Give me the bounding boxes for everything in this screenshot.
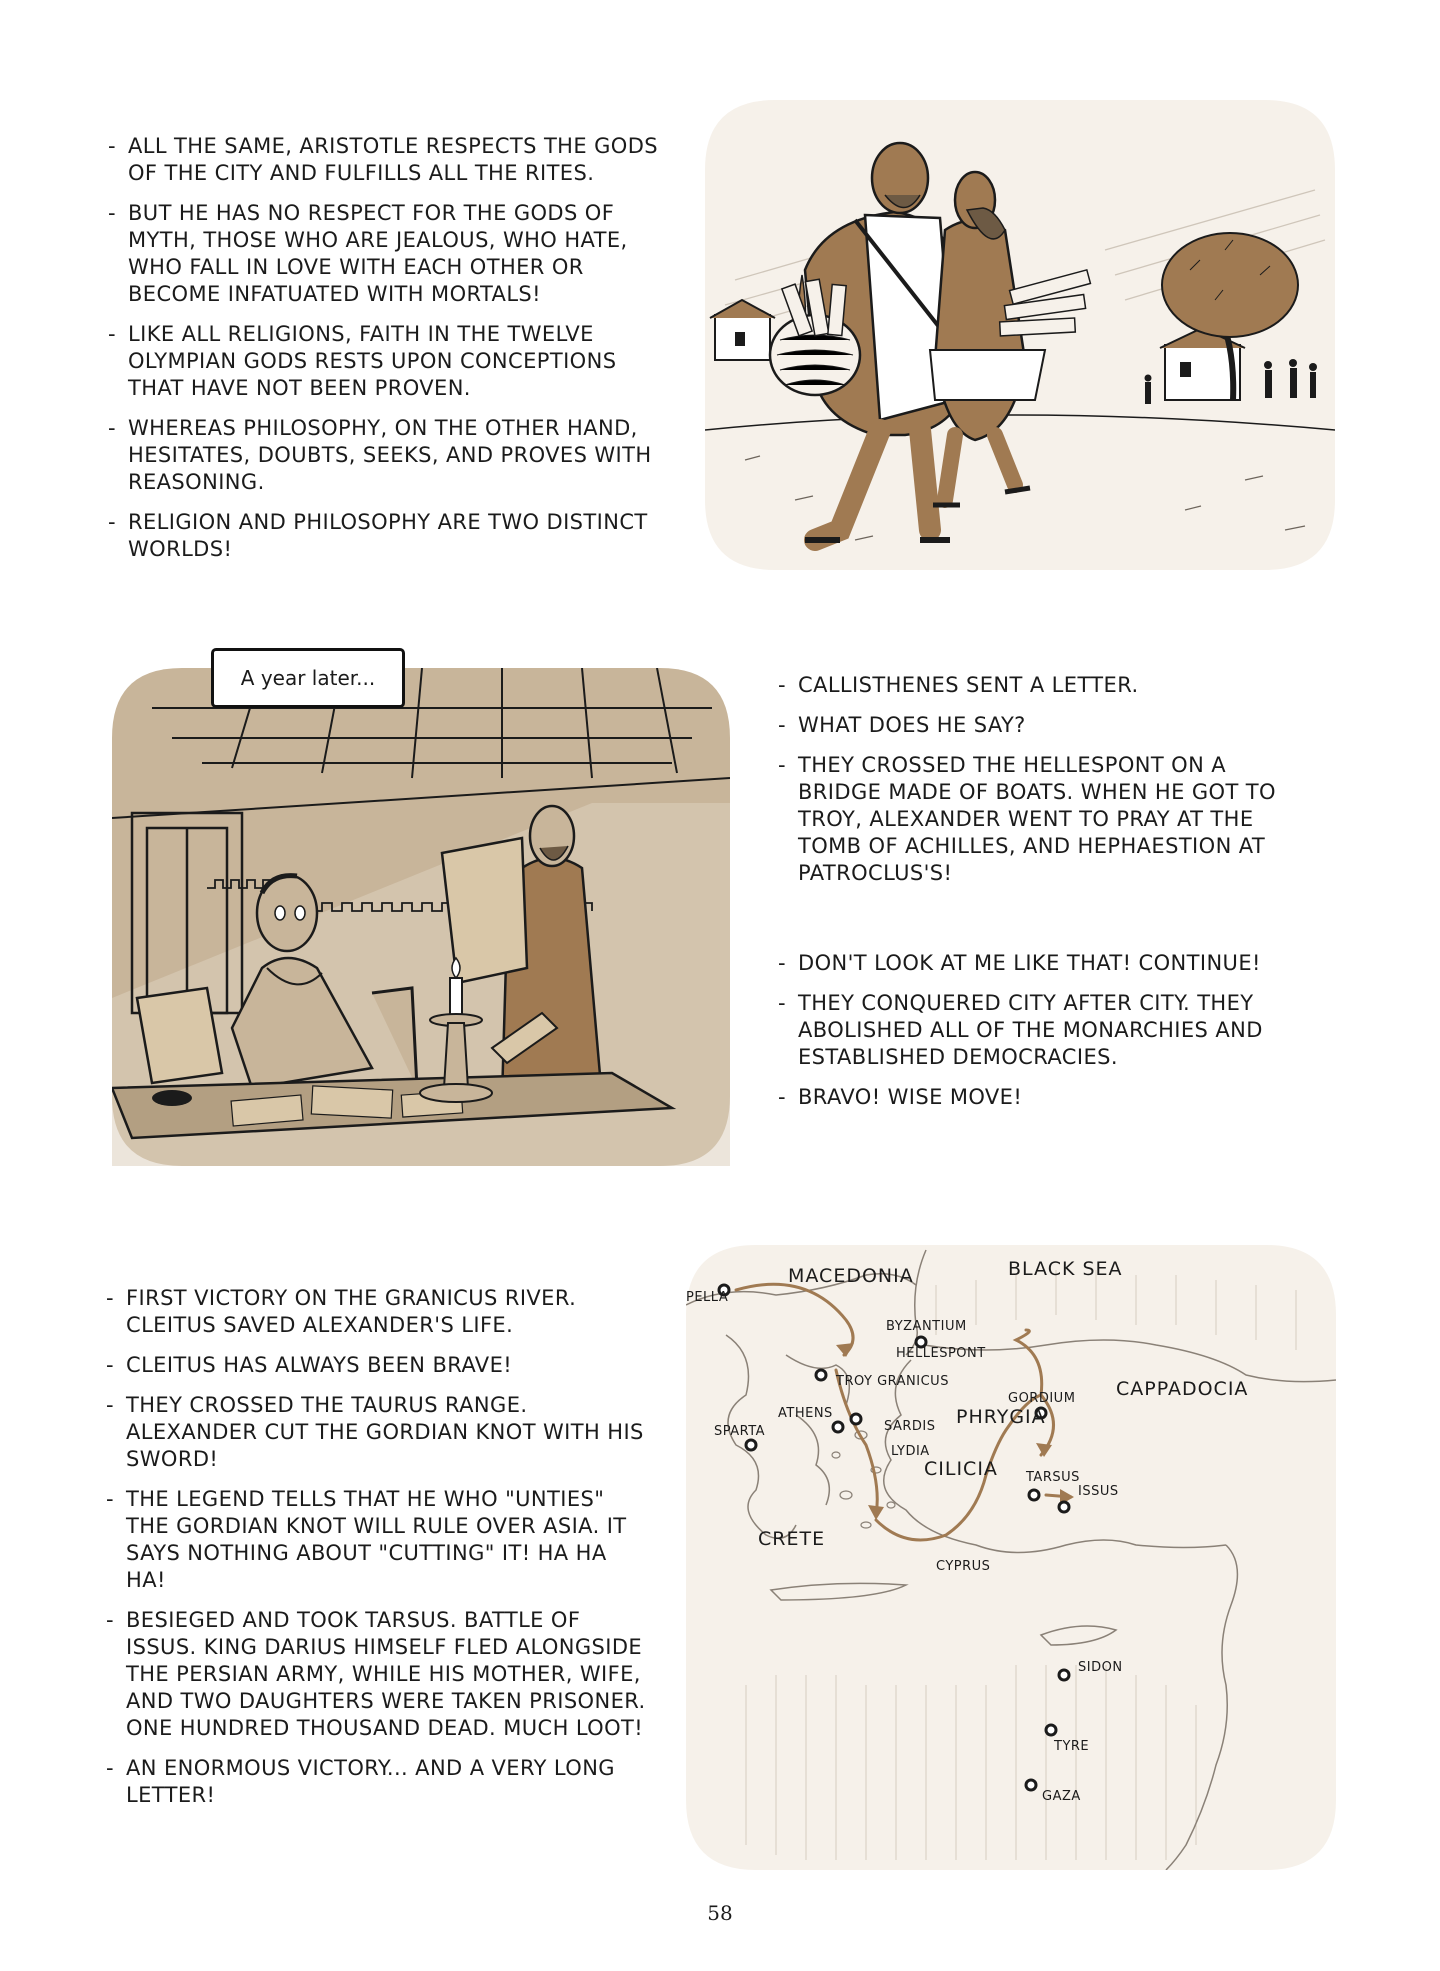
- map-label-phrygia: PHRYGIA: [956, 1406, 1046, 1428]
- map-label-tarsus: TARSUS: [1026, 1470, 1080, 1485]
- dialogue-line: - CALLISTHENES SENT A LETTER.: [778, 672, 1308, 699]
- dialogue-line: - WHEREAS PHILOSOPHY, ON THE OTHER HAND, HESITATES, DOUBTS, SEEKS, AND PROVES WITH REASONING.: [108, 415, 663, 496]
- dialogue-line: - RELIGION AND PHILOSOPHY ARE TWO DISTINCT WORLDS!: [108, 509, 663, 563]
- map-label-sparta: SPARTA: [714, 1424, 766, 1439]
- map-label-sardis: SARDIS: [884, 1419, 936, 1434]
- dialogue-line: - BESIEGED AND TOOK TARSUS. BATTLE OF ISSUS. KING DARIUS HIMSELF FLED ALONGSIDE THE PERSIAN ARMY, WHILE HIS MOTHER, WIFE, AND TWO DAUGHTERS WERE TAKEN PRISONER. ONE HUNDRED THOUSAND DEAD. MUCH LOOT!: [106, 1607, 646, 1742]
- map-label-cyprus: CYPRUS: [936, 1559, 991, 1574]
- map-label-black-sea: BLACK SEA: [1008, 1258, 1123, 1280]
- map-label-issus: ISSUS: [1078, 1484, 1119, 1499]
- dialogue-line: - THEY CONQUERED CITY AFTER CITY. THEY ABOLISHED ALL OF THE MONARCHIES AND ESTABLISHED DEMOCRACIES.: [778, 990, 1308, 1071]
- map-label-byzantium: BYZANTIUM: [886, 1319, 967, 1334]
- dialogue-line: - WHAT DOES HE SAY?: [778, 712, 1308, 739]
- map-label-lydia: LYDIA: [891, 1444, 930, 1459]
- dialogue-line: - CLEITUS HAS ALWAYS BEEN BRAVE!: [106, 1352, 646, 1379]
- dialogue-line: - THEY CROSSED THE HELLESPONT ON A BRIDGE MADE OF BOATS. WHEN HE GOT TO TROY, ALEXANDER WENT TO PRAY AT THE TOMB OF ACHILLES, AND HEPHAESTION AT PATROCLUS'S!: [778, 752, 1308, 887]
- dialogue-line: - THE LEGEND TELLS THAT HE WHO "UNTIES" THE GORDIAN KNOT WILL RULE OVER ASIA. IT SAYS NOTHING ABOUT "CUTTING" IT! HA HA HA!: [106, 1486, 646, 1594]
- map-label-hellespont: HELLESPONT: [896, 1346, 986, 1361]
- campaign-map-svg: [686, 1245, 1336, 1870]
- map-label-gaza: GAZA: [1042, 1789, 1081, 1804]
- panel2-dialogue-bottom: [778, 950, 1308, 1124]
- dialogue-line: - FIRST VICTORY ON THE GRANICUS RIVER. CLEITUS SAVED ALEXANDER'S LIFE.: [106, 1285, 646, 1339]
- map-label-tyre: TYRE: [1054, 1739, 1090, 1754]
- dialogue-line: - DON'T LOOK AT ME LIKE THAT! CONTINUE!: [778, 950, 1308, 977]
- panel2-illustration: [112, 668, 730, 1166]
- map-label-sidon: SIDON: [1078, 1660, 1123, 1675]
- map-label-troy-granicus: TROY GRANICUS: [836, 1374, 949, 1389]
- dialogue-line: - LIKE ALL RELIGIONS, FAITH IN THE TWELVE OLYMPIAN GODS RESTS UPON CONCEPTIONS THAT HAVE NOT BEEN PROVEN.: [108, 321, 663, 402]
- panel3-dialogue: [106, 1285, 646, 1822]
- walking-philosophers-drawing: [705, 100, 1335, 570]
- dialogue-line: - THEY CROSSED THE TAURUS RANGE. ALEXANDER CUT THE GORDIAN KNOT WITH HIS SWORD!: [106, 1392, 646, 1473]
- map-label-pella: PELLA: [686, 1290, 729, 1305]
- dialogue-line: - ALL THE SAME, ARISTOTLE RESPECTS THE GODS OF THE CITY AND FULFILLS ALL THE RITES.: [108, 133, 663, 187]
- map-label-crete: CRETE: [758, 1528, 826, 1550]
- panel2-dialogue-top: [778, 672, 1308, 900]
- panel1-illustration: [705, 100, 1335, 570]
- panel1-dialogue: [108, 133, 663, 576]
- map-label-cilicia: CILICIA: [924, 1458, 998, 1480]
- map-label-athens: ATHENS: [778, 1406, 833, 1421]
- map-label-macedonia: MACEDONIA: [788, 1265, 914, 1287]
- map-label-gordium: GORDIUM: [1008, 1391, 1076, 1406]
- dialogue-line: - AN ENORMOUS VICTORY... AND A VERY LONG LETTER!: [106, 1755, 646, 1809]
- dialogue-line: - BUT HE HAS NO RESPECT FOR THE GODS OF MYTH, THOSE WHO ARE JEALOUS, WHO HATE, WHO FALL IN LOVE WITH EACH OTHER OR BECOME INFATUATED WITH MORTALS!: [108, 200, 663, 308]
- page-number: 58: [707, 1901, 733, 1925]
- campaign-map: [686, 1245, 1336, 1870]
- reading-letter-drawing: [112, 668, 730, 1166]
- map-label-cappadocia: CAPPADOCIA: [1116, 1378, 1249, 1400]
- caption-box: A year later...: [211, 648, 405, 708]
- dialogue-line: - BRAVO! WISE MOVE!: [778, 1084, 1308, 1111]
